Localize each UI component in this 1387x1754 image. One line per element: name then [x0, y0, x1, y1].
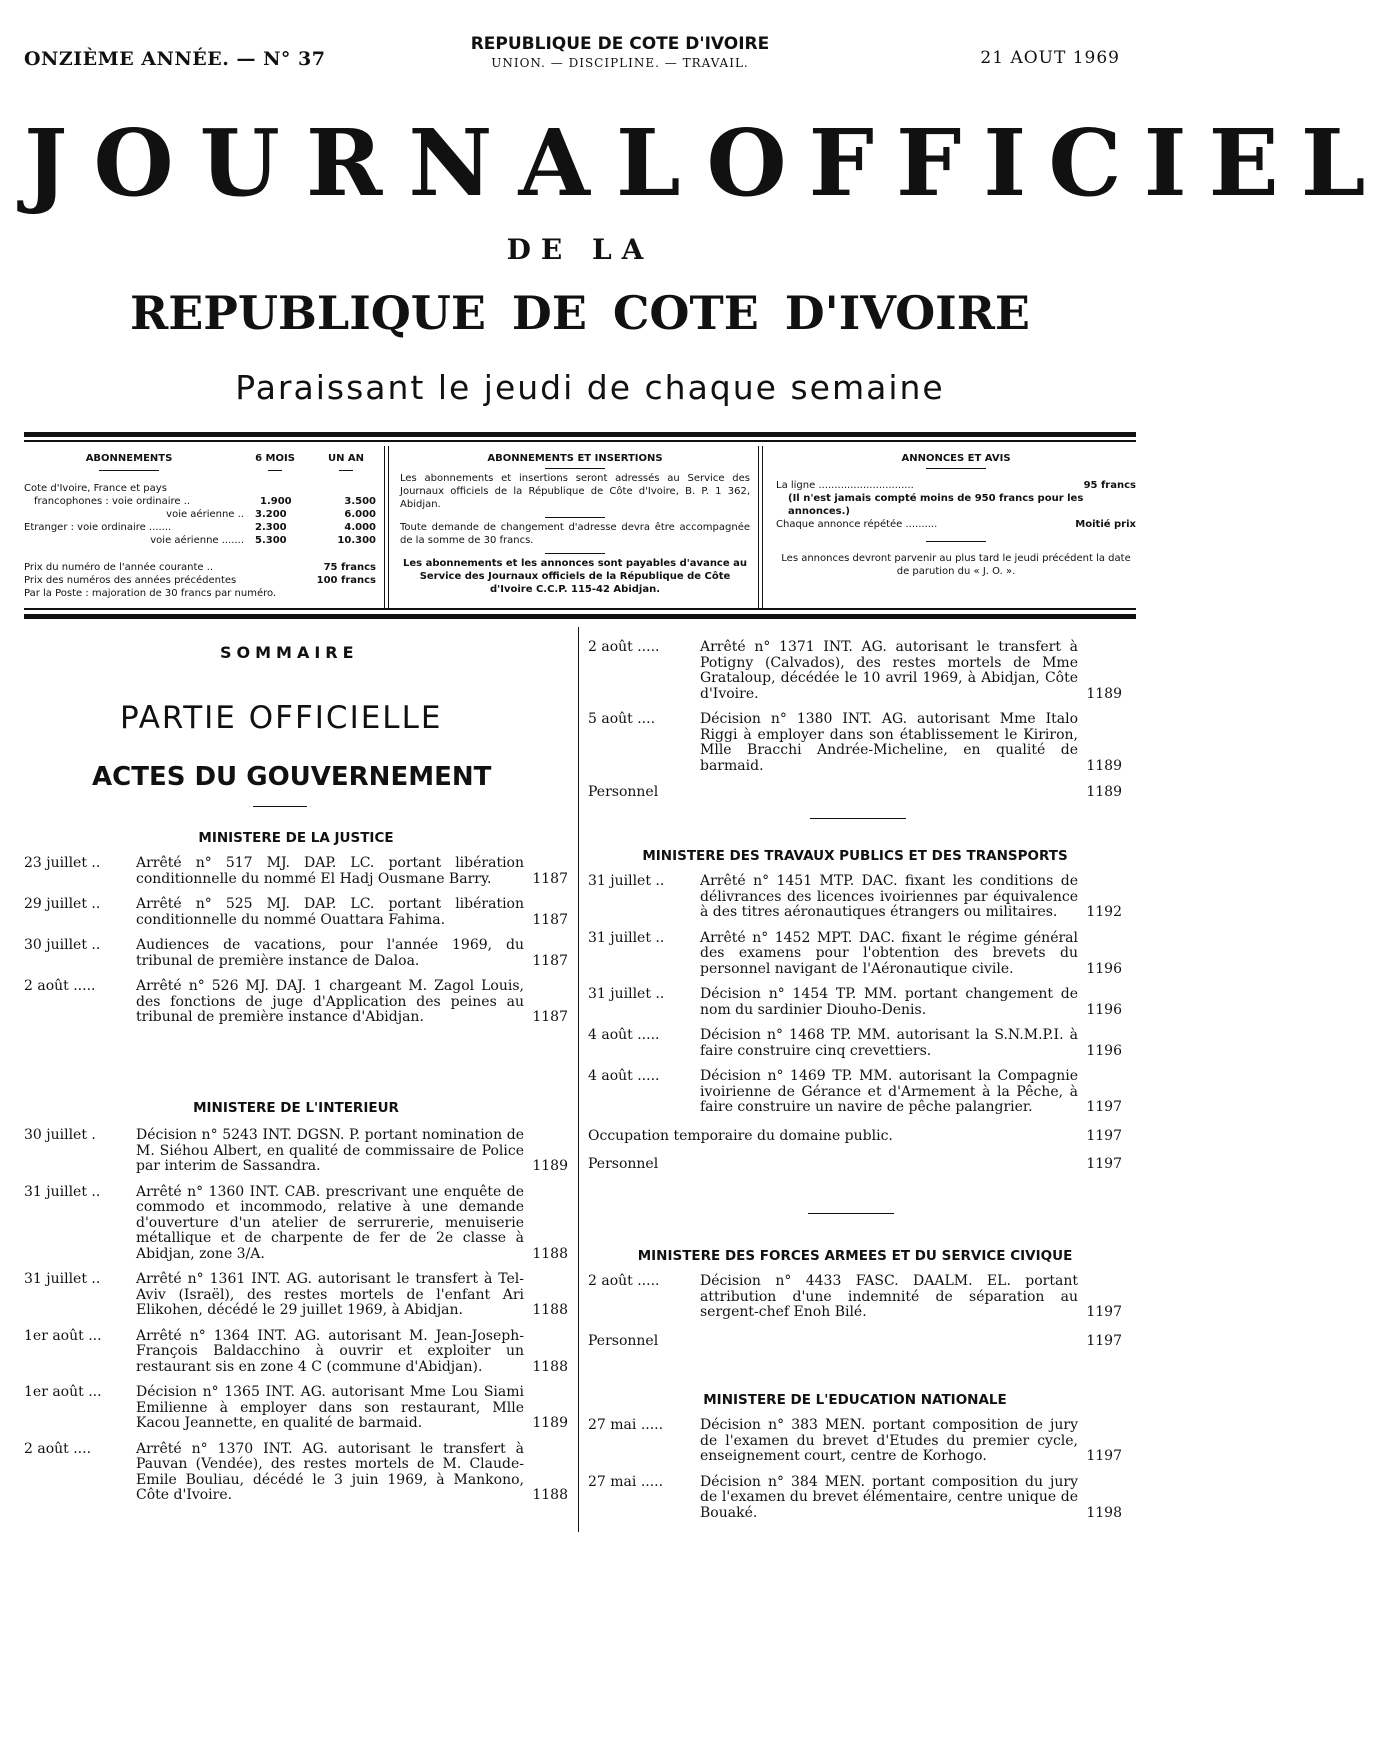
annonce-repetee: Chaque annonce répétée .......... Moitié prix — [776, 519, 1136, 530]
publication-subtitle: Paraissant le jeudi de chaque semaine — [235, 368, 945, 407]
list-item: 31 juillet .. Arrêté n° 1452 MPT. DAC. fixant le régime général des examens pour l'obtention des brevets du personnel navigant de l'Aéronautique civile. 1196 — [588, 929, 1122, 977]
insertions-p2: Toute demande de changement d'adresse devra être accompagnée de la somme de 30 francs. — [400, 522, 750, 546]
abo-row: voie aérienne .. 3.200 6.000 — [166, 509, 376, 520]
annonces-note: (Il n'est jamais compté moins de 950 francs pour les annonces.) — [788, 493, 1084, 517]
abo-row: francophones : voie ordinaire .. 1.900 3.500 — [34, 496, 376, 507]
annonces-title: ANNONCES ET AVIS — [901, 453, 1011, 464]
actes-gouvernement: ACTES DU GOUVERNEMENT — [92, 762, 492, 792]
list-item: 31 juillet .. Décision n° 1454 TP. MM. portant changement de nom du sardinier Diouho-Denis. 1196 — [588, 986, 1122, 1018]
section-education — [588, 1392, 1122, 1521]
rule-top-thin — [24, 440, 1136, 442]
republic-title — [130, 285, 1030, 341]
section-forces-armees — [588, 1248, 1122, 1349]
prix-rows — [24, 561, 376, 600]
annonces-p: Les annonces devront parvenir au plus tard le jeudi précédent la date de parution du « J. O. ». — [781, 553, 1131, 577]
journal-word: JOURNAL — [24, 109, 707, 217]
personnel-row: Personnel 1189 — [588, 784, 1122, 800]
divider-rule — [808, 1213, 894, 1214]
list-item: 29 juillet .. Arrêté n° 525 MJ. DAP. LC. portant libération conditionnelle du nommé Ouattara Fahima. 1187 — [24, 896, 568, 928]
list-item: 31 juillet .. Arrêté n° 1360 INT. CAB. prescrivant une enquête de commodo et incommodo, relative à une demande d'ouverture d'un atelier de serrurerie, menuiserie métallique et de charpente de fer de 2e classe à Abidjan, zone 3/A. 1188 — [24, 1183, 568, 1262]
abo-row: voie aérienne ....... 5.300 10.300 — [150, 535, 376, 546]
list-item: 27 mai ..... Décision n° 383 MEN. portant composition de jury de l'examen du brevet d'Etudes du premier cycle, enseignement court, centre de Korhogo. 1197 — [588, 1417, 1122, 1464]
header-center — [400, 34, 840, 70]
list-item: 27 mai ..... Décision n° 384 MEN. portant composition du jury de l'examen du brevet élémentaire, centre unique de Bouaké. 1198 — [588, 1473, 1122, 1521]
insertions-box — [400, 452, 750, 596]
list-item: 2 août ..... Arrêté n° 1371 INT. AG. autorisant le transfert à Potigny (Calvados), des restes mortels de Mme Grataloup, décédée le 10 avril 1969, à Abidjan, Côte d'Ivoire. 1189 — [588, 639, 1122, 702]
insertions-p3: Les abonnements et les annonces sont payables d'avance au Service des Journaux officiels de la République de Côte d'Ivoire C.C.P. 115-42 Abidjan. — [402, 558, 747, 595]
rep-word-2: DE — [511, 286, 587, 340]
section-interieur — [24, 1100, 568, 1504]
rule-top — [24, 432, 1136, 437]
list-item: 30 juillet .. Audiences de vacations, pour l'année 1969, du tribunal de première instance de Daloa. 1187 — [24, 937, 568, 969]
prix-row: Par la Poste : majoration de 30 francs par numéro. — [24, 588, 277, 599]
personnel-row: Personnel 1197 — [588, 1155, 1122, 1172]
list-item: 30 juillet . Décision n° 5243 INT. DGSN. P. portant nomination de M. Siéhou Albert, en qualité de commissaire de Police par interim de Sassandra. 1189 — [24, 1127, 568, 1174]
section-travaux-publics — [588, 848, 1122, 1172]
issue-date: 21 AOUT 1969 — [980, 48, 1120, 68]
section-title: MINISTERE DE L'EDUCATION NATIONALE — [703, 1392, 1007, 1408]
rep-word-3: COTE — [612, 286, 759, 340]
sommaire-title: SOMMAIRE — [220, 643, 359, 662]
rep-word-1: REPUBLIQUE — [130, 286, 486, 340]
insertions-title: ABONNEMENTS ET INSERTIONS — [487, 453, 663, 464]
abonnements-rows — [24, 482, 376, 547]
col-6mois: 6 MOIS — [255, 453, 295, 464]
abo-row: Cote d'Ivoire, France et pays — [24, 483, 167, 494]
prix-row: Prix des numéros des années précédentes 100 francs — [24, 575, 376, 586]
list-item: 1er août ... Décision n° 1365 INT. AG. autorisant Mme Lou Siami Emilienne à employer dans son restaurant, Mlle Kacou Jeannette, en qualité de barmaid. 1189 — [24, 1384, 568, 1431]
rule-bottom — [24, 614, 1136, 619]
col-unan: UN AN — [327, 453, 365, 464]
list-item: 4 août ..... Décision n° 1469 TP. MM. autorisant la Compagnie ivoirienne de Gérance et d'Armement à la Pêche, à faire construire un navire de pêche palangrier. 1197 — [588, 1068, 1122, 1115]
column-separator — [578, 627, 579, 1532]
divider-rule — [810, 818, 906, 819]
annonces-box — [776, 452, 1136, 578]
officiel-word: OFFICIEL — [706, 109, 1387, 217]
partie-officielle: PARTIE OFFICIELLE — [120, 700, 443, 736]
list-item: 4 août ..... Décision n° 1468 TP. MM. autorisant la S.N.M.P.I. à faire construire cinq crevettiers. 1196 — [588, 1027, 1122, 1059]
section-justice — [24, 830, 568, 1026]
abo-row: Etranger : voie ordinaire ....... 2.300 4.000 — [24, 522, 376, 533]
occupation-row: Occupation temporaire du domaine public. 1197 — [588, 1127, 1122, 1144]
issue-number: ONZIÈME ANNÉE. — N° 37 — [24, 48, 326, 70]
list-item: 2 août .... Arrêté n° 1370 INT. AG. autorisant le transfert à Pauvan (Vendée), des restes mortels de M. Claude-Emile Bouliau, décédé le 3 juin 1969, à Mankono, Côte d'Ivoire. 1188 — [24, 1440, 568, 1503]
journal-title — [24, 108, 1387, 218]
actes-rule — [253, 806, 307, 807]
rule-bottom-thin — [24, 608, 1136, 610]
personnel-row: Personnel 1197 — [588, 1332, 1122, 1349]
annonce-ligne: La ligne .............................. 95 francs — [776, 480, 1136, 491]
section-title: MINISTERE DE LA JUSTICE — [198, 830, 394, 846]
list-item: 31 juillet .. Arrêté n° 1451 MTP. DAC. fixant les conditions de délivrances des licences ivoiriennes par équivalence à des titres aéronautiques étrangers ou militaires. 1192 — [588, 873, 1122, 920]
list-item: 23 juillet .. Arrêté n° 517 MJ. DAP. LC. portant libération conditionnelle du nommé El Hadj Ousmane Barry. 1187 — [24, 855, 568, 887]
box-divider-1 — [384, 446, 389, 608]
insertions-p1: Les abonnements et insertions seront adressés au Service des Journaux officiels de la République de Côte d'Ivoire, B. P. 1 362, Abidjan. — [400, 473, 750, 510]
rep-word-4: D'IVOIRE — [784, 286, 1030, 340]
list-item: 2 août ..... Décision n° 4433 FASC. DAALM. EL. portant attribution d'une indemnité de séparation au sergent-chef Enoh Bilé. 1197 — [588, 1273, 1122, 1320]
header-motto: UNION. — DISCIPLINE. — TRAVAIL. — [491, 56, 749, 70]
list-item: 5 août .... Décision n° 1380 INT. AG. autorisant Mme Italo Riggi à employer dans son établissement le Kiriron, Mlle Bracchi Andrée-Micheline, en qualité de barmaid. 1189 — [588, 711, 1122, 774]
header-republic: REPUBLIQUE DE COTE D'IVOIRE — [470, 34, 770, 54]
section-title: MINISTERE DE L'INTERIEUR — [193, 1100, 399, 1116]
de-la: DE LA — [506, 233, 654, 266]
box-divider-2 — [758, 446, 763, 608]
section-title: MINISTERE DES TRAVAUX PUBLICS ET DES TRANSPORTS — [642, 848, 1068, 864]
abonnements-box — [24, 452, 376, 600]
list-item: 2 août ..... Arrêté n° 526 MJ. DAJ. 1 chargeant M. Zagol Louis, des fonctions de juge d'Application des peines au tribunal de première instance d'Abidjan. 1187 — [24, 978, 568, 1025]
section-title: MINISTERE DES FORCES ARMEES ET DU SERVICE CIVIQUE — [637, 1248, 1073, 1264]
list-item: 31 juillet .. Arrêté n° 1361 INT. AG. autorisant le transfert à Tel-Aviv (Israël), des restes mortels de l'enfant Ari Elikohen, décédé le 29 juillet 1969, à Abidjan. 1188 — [24, 1271, 568, 1318]
abonnements-title: ABONNEMENTS — [85, 453, 173, 464]
right-top-entries — [588, 640, 1122, 800]
prix-row: Prix du numéro de l'année courante .. 75 francs — [24, 562, 376, 573]
list-item: 1er août ... Arrêté n° 1364 INT. AG. autorisant M. Jean-Joseph-François Baldacchino à ouvrir et exploiter un restaurant sis en zone 4 C (commune d'Abidjan). 1188 — [24, 1327, 568, 1375]
